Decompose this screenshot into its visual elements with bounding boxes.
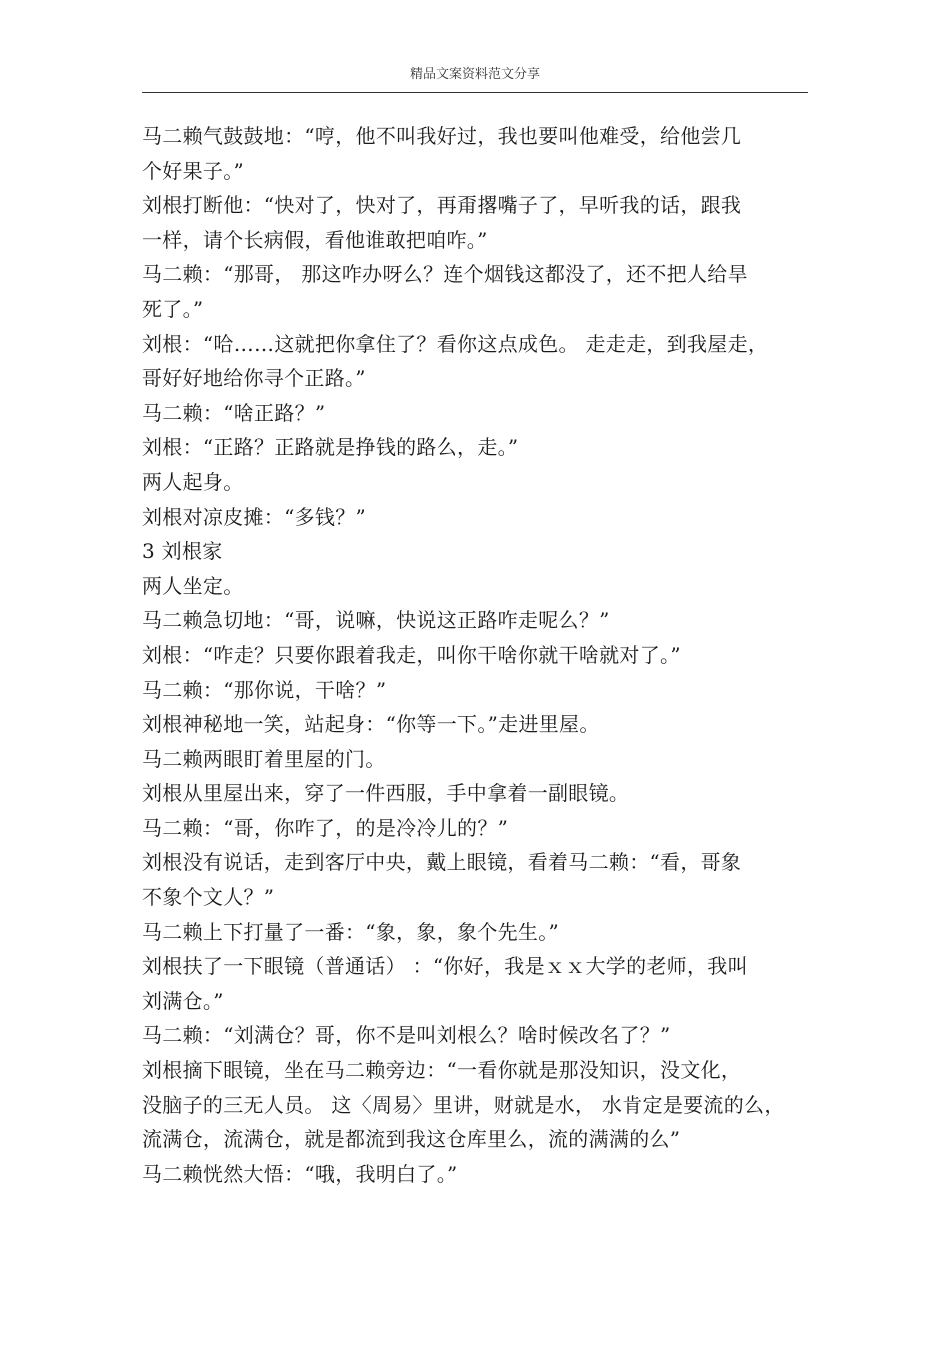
text-line: 马二赖上下打量了一番：“象，象，象个先生。” xyxy=(142,919,560,944)
text-line: 哥好好地给你寻个正路。” xyxy=(142,366,366,391)
page-header: 精品文案资料范文分享 xyxy=(409,67,540,82)
text-line: 刘根摘下眼镜，坐在马二赖旁边：“一看你就是那没知识，没文化， xyxy=(142,1058,742,1083)
section-heading: 3 刘根家 xyxy=(142,539,223,564)
text-line: 马二赖：“那你说，干啥？” xyxy=(142,677,387,702)
text-line: 刘根：“正路？正路就是挣钱的路么，走。” xyxy=(142,435,519,460)
text-line: 马二赖两眼盯着里屋的门。 xyxy=(142,746,386,771)
text-line: 马二赖：“哥，你咋了，的是冷冷儿的？” xyxy=(142,815,509,840)
header-divider xyxy=(142,92,808,93)
text-line: 流满仓，流满仓，就是都流到我这仓库里么，流的满满的么” xyxy=(142,1127,681,1152)
text-line: 马二赖恍然大悟：“哦，我明白了。” xyxy=(142,1161,458,1186)
text-line: 刘满仓。” xyxy=(142,988,224,1013)
text-line: 刘根神秘地一笑，站起身：“你等一下。”走进里屋。 xyxy=(142,712,600,737)
text-line: 刘根：“咋走？只要你跟着我走，叫你干啥你就干啥就对了。” xyxy=(142,642,681,667)
text-line: 刘根没有说话，走到客厅中央，戴上眼镜，看着马二赖：“看，哥象 xyxy=(142,850,742,875)
document-body xyxy=(142,119,802,1191)
text-line: 刘根对凉皮摊：“多钱？” xyxy=(142,504,367,529)
text-line: 不象个文人？” xyxy=(142,885,275,910)
text-line: 刘根扶了一下眼镜（普通话） ：“你好，我是ｘｘ大学的老师，我叫 xyxy=(142,954,748,979)
text-line: 马二赖气鼓鼓地：“哼，他不叫我好过，我也要叫他难受，给他尝几 xyxy=(142,124,742,148)
text-line: 刘根打断他：“快对了，快对了，再甭撂嘴子了，早听我的话，跟我 xyxy=(142,193,742,218)
text-line: 刘根：“哈……这就把你拿住了？看你这点成色。 走走走，到我屋走， xyxy=(142,331,769,356)
text-line: 两人起身。 xyxy=(142,469,244,494)
text-line: 马二赖：“啥正路？” xyxy=(142,400,326,425)
text-line: 没脑子的三无人员。 这〈周易〉里讲，财就是水， 水肯定是要流的么， xyxy=(142,1092,785,1117)
text-line: 死了。” xyxy=(142,296,204,321)
text-line: 马二赖：“刘满仓？哥，你不是叫刘根么？啥时候改名了？” xyxy=(142,1023,671,1048)
text-line: 马二赖：“那哥， 那这咋办呀么？连个烟钱这都没了，还不把人给旱 xyxy=(142,262,748,287)
text-line: 一样，请个长病假，看他谁敢把咱咋。” xyxy=(142,227,488,252)
text-line: 马二赖急切地：“哥，说嘛，快说这正路咋走呢么？” xyxy=(142,608,610,633)
text-line: 个好果子。” xyxy=(142,158,245,183)
text-line: 两人坐定。 xyxy=(142,573,244,598)
text-line: 刘根从里屋出来，穿了一件西服，手中拿着一副眼镜。 xyxy=(142,781,630,806)
